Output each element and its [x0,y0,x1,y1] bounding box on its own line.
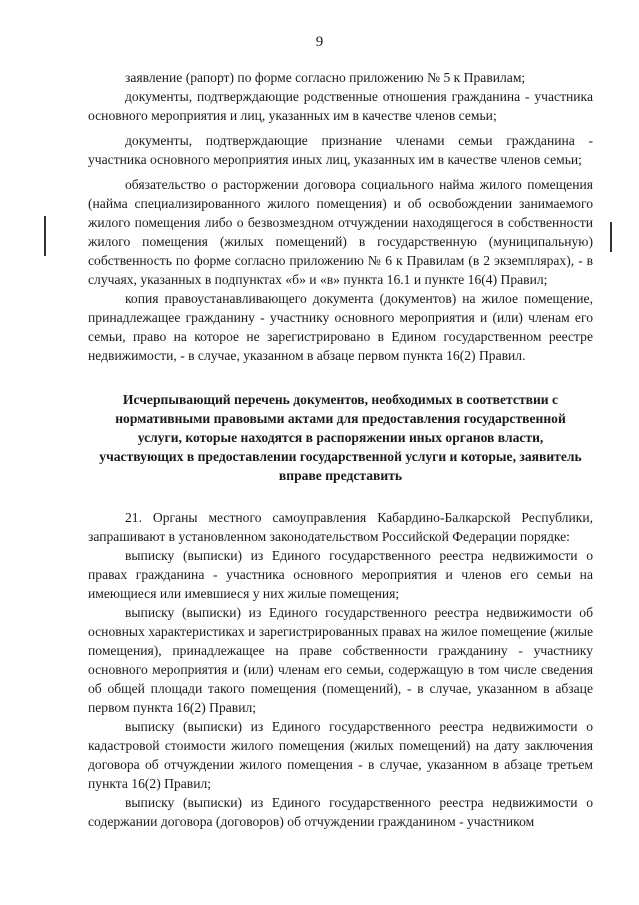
page-number: 9 [315,34,324,50]
margin-mark [44,216,46,256]
paragraph: копия правоустанавливающего документа (документов) на жилое помещение, принадлежащее гражданину - участнику основного мероприятия и (или) членам его семьи, право на которое не зарегистрировано в Едином государственном реестре недвижимости, - в случае, указанном в абзаце первом пункта 16(2) Правил. [88,291,593,363]
paragraph: обязательство о расторжении договора социального найма жилого помещения (найма специализированного жилого помещения) и об освобождении занимаемого жилого помещения либо о безвозмездном отчуждении находящегося в собственности жилого помещения (жилых помещений) в государственную (муниципальную) собственность по форме согласно приложению № 6 к Правилам (в 2 экземплярах), - в случаях, указанных в подпунктах «б» и «в» пункта 16.1 и пункте 16(4) Правил; [88,177,593,287]
paragraph: документы, подтверждающие родственные отношения гражданина - участника основного мероприятия и лиц, указанных им в качестве членов семьи; [88,89,593,123]
margin-mark [610,222,612,252]
paragraph: выписку (выписки) из Единого государственного реестра недвижимости о содержании договора (договоров) об отчуждении гражданином - участником [88,795,593,829]
paragraph: документы, подтверждающие признание членами семьи гражданина - участника основного мероприятия иных лиц, указанных им в качестве членов семьи; [88,133,593,167]
paragraph: выписку (выписки) из Единого государственного реестра недвижимости о кадастровой стоимости жилого помещения (жилых помещений) на дату заключения договора об отчуждении жилого помещения - в случае, указанном в абзаце третьем пункта 16(2) Правил; [88,719,593,791]
paragraph: выписку (выписки) из Единого государственного реестра недвижимости об основных характеристиках и зарегистрированных правах на жилое помещение (жилые помещения), принадлежащее на праве собственности гражданину - участнику основного мероприятия и (или) членам его семьи, содержащую в том числе сведения об общей площади такого помещения (помещений), - в случае, указанном в абзаце первом пункта 16(2) Правил; [88,605,594,715]
section-heading: Исчерпывающий перечень документов, необходимых в соответствии с нормативными правовыми актами для предоставления государственной услуги, которые находятся в распоряжении иных органов власти, участвующих в предоставлении государственной услуги и которые, заявитель вправе представить [99,392,582,483]
paragraph: 21. Органы местного самоуправления Кабардино-Балкарской Республики, запрашивают в установленном законодательством Российской Федерации порядке: [88,510,593,544]
document-body [88,68,593,831]
paragraph: заявление (рапорт) по форме согласно приложению № 5 к Правилам; [125,70,526,85]
paragraph: выписку (выписки) из Единого государственного реестра недвижимости о правах гражданина - участника основного мероприятия и членов его семьи на имеющиеся или имевшиеся у них жилые помещения; [88,548,593,601]
